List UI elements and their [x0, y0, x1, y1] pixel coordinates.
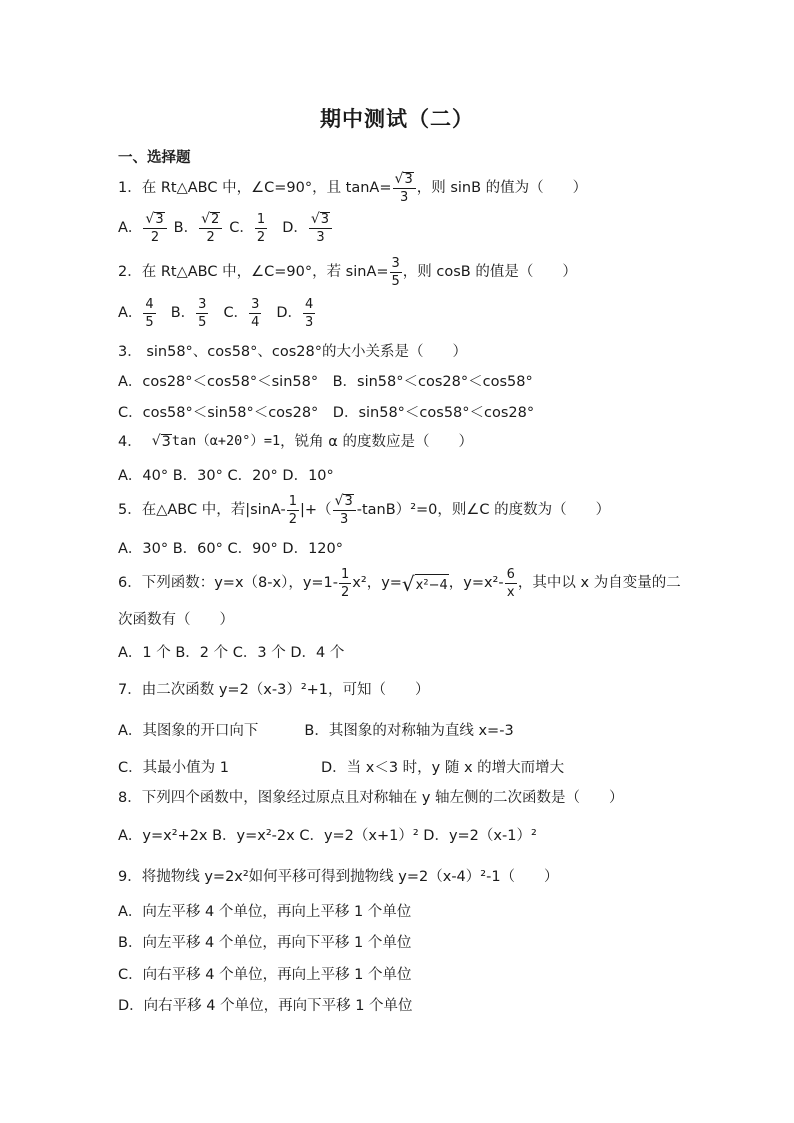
q2-option-d-label: D． [276, 305, 303, 322]
q4-suffix: ，锐角 α 的度数应是（ ） [280, 433, 473, 450]
q5-mid: |+（ [300, 501, 332, 518]
q2-c-den: 4 [251, 315, 260, 330]
q1-option-c-label: C． [229, 219, 254, 236]
q2-a-den: 5 [145, 315, 154, 330]
q6-part3: ，y=x²- [448, 575, 504, 592]
question-4 [118, 434, 473, 450]
question-9-option-d: D．向右平移 4 个单位，再向下平移 1 个单位 [118, 998, 413, 1014]
q1-c-den: 2 [256, 229, 266, 245]
q6-f2-num: 6 [506, 567, 515, 582]
q1-option-b-label: B． [173, 219, 199, 236]
q7-option-d: D．当 x＜3 时，y 随 x 的增大而增大 [320, 760, 565, 776]
q2-b-num: 3 [198, 297, 207, 312]
q2-frac-den: 5 [391, 274, 400, 289]
q4-expression: tan（α+20°）=1 [171, 433, 281, 449]
q7-option-b: B．其图象的对称轴为直线 x=-3 [304, 723, 514, 739]
q2-option-b-label: B． [170, 305, 196, 322]
question-1 [118, 172, 587, 204]
q1-option-c [255, 213, 267, 244]
question-6-options: A．1 个 B．2 个 C．3 个 D．4 个 [118, 645, 345, 661]
q1-a-den: 2 [150, 230, 160, 245]
q4-radical: √ 3 [151, 433, 171, 450]
q1-prefix: 1．在 Rt△ABC 中，∠C=90°，且 tanA= [118, 179, 392, 196]
question-6 [118, 568, 681, 599]
page-title: 期中测试（二） [320, 106, 474, 131]
q6-radical: √ x²−4 [401, 571, 448, 596]
q5-f1-num: 1 [288, 493, 297, 509]
question-3-options-ab: A．cos28°＜cos58°＜sin58° B．sin58°＜cos28°＜cos58° [118, 374, 533, 390]
q1-option-a-label: A． [118, 219, 143, 236]
q4-number: 4． [118, 433, 142, 450]
q1-option-d: √ 3 3 [309, 212, 332, 244]
question-1-options [118, 212, 333, 244]
q5-f2-num: 3 [344, 494, 353, 509]
q2-prefix: 2．在 Rt△ABC 中，∠C=90°，若 sinA= [118, 264, 389, 281]
q2-option-c [249, 298, 261, 329]
q5-fraction-1 [287, 495, 299, 526]
question-3: 3． sin58°、cos58°、cos28°的大小关系是（ ） [118, 344, 468, 360]
q6-fraction-2 [505, 568, 517, 599]
q1-option-d-label: D． [282, 219, 308, 236]
q1-d-num: 3 [320, 212, 330, 227]
q1-option-b: √ 2 2 [199, 212, 222, 244]
question-9: 9．将抛物线 y=2x²如何平移可得到抛物线 y=2（x-4）²-1（ ） [118, 869, 559, 885]
q6-radicand: x²−4 [415, 574, 449, 594]
question-4-options: A．40° B．30° C．20° D．10° [118, 468, 334, 484]
q1-d-den: 3 [316, 230, 325, 245]
question-2-options [118, 298, 316, 329]
q2-b-den: 5 [198, 315, 207, 330]
q6-prefix: 6．下列函数：y=x（8-x），y=1- [118, 575, 339, 592]
q2-fraction [390, 257, 402, 288]
question-9-option-c: C．向右平移 4 个单位，再向上平移 1 个单位 [118, 967, 412, 983]
q7-option-c: C．其最小值为 1 [118, 760, 229, 776]
question-7-options-cd [118, 761, 564, 776]
question-7-options-ab [118, 724, 514, 739]
q5-fraction-2: √ 3 3 [333, 494, 356, 526]
q2-option-c-label: C． [223, 305, 249, 322]
q7-option-a: A．其图象的开口向下 [118, 723, 259, 739]
question-9-option-b: B．向左平移 4 个单位，再向下平移 1 个单位 [118, 935, 412, 951]
q2-a-num: 4 [145, 297, 154, 312]
q1-suffix: ，则 sinB 的值为（ ） [416, 179, 588, 196]
question-9-option-a: A．向左平移 4 个单位，再向上平移 1 个单位 [118, 904, 412, 920]
question-5-options: A．30° B．60° C．90° D．120° [118, 541, 344, 557]
q6-part2: x²，y= [352, 575, 402, 592]
q2-option-d [303, 298, 315, 329]
q1-b-num: 2 [211, 212, 220, 227]
section-heading: 一、选择题 [118, 150, 191, 166]
q2-option-a [143, 298, 155, 329]
q1-b-den: 2 [206, 230, 215, 245]
q1-a-num: 3 [155, 212, 164, 227]
q5-f2-den: 3 [340, 512, 349, 527]
q2-frac-num: 3 [391, 256, 400, 271]
q2-d-num: 4 [305, 297, 314, 312]
question-7: 7．由二次函数 y=2（x-3）²+1，可知（ ） [118, 682, 430, 698]
q1-option-a: √ 3 2 [143, 212, 166, 244]
q6-f1-num: 1 [341, 567, 350, 582]
q5-prefix: 5．在△ABC 中，若|sinA- [118, 501, 286, 518]
q2-option-a-label: A． [118, 305, 143, 322]
question-8-options: A．y=x²+2x B．y=x²-2x C．y=2（x+1）² D．y=2（x-1）² [118, 828, 537, 844]
q6-f1-den: 2 [341, 585, 350, 600]
q4-radicand: 3 [161, 434, 171, 450]
q6-suffix: ，其中以 x 为自变量的二 [517, 575, 681, 592]
q6-f2-den: x [506, 585, 515, 600]
q1-fraction: √ 3 3 [393, 172, 416, 204]
question-5 [118, 494, 610, 526]
q1-frac-num: 3 [404, 172, 413, 187]
question-8: 8．下列四个函数中，图象经过原点且对称轴在 y 轴左侧的二次函数是（ ） [118, 790, 624, 806]
q2-suffix: ，则 cosB 的值是（ ） [402, 264, 577, 281]
q5-suffix: -tanB）²=0，则∠C 的度数为（ ） [356, 501, 611, 518]
question-6-continued: 次函数有（ ） [118, 612, 234, 628]
q5-f1-den: 2 [288, 511, 297, 527]
question-3-options-cd: C．cos58°＜sin58°＜cos28° D．sin58°＜cos58°＜cos28° [118, 405, 535, 421]
question-2 [118, 257, 577, 288]
q1-c-num: 1 [256, 211, 266, 227]
q6-fraction-1 [339, 568, 351, 599]
q2-c-num: 3 [251, 297, 260, 312]
q1-frac-den: 3 [399, 190, 409, 205]
q2-option-b [196, 298, 208, 329]
q2-d-den: 3 [305, 315, 314, 330]
